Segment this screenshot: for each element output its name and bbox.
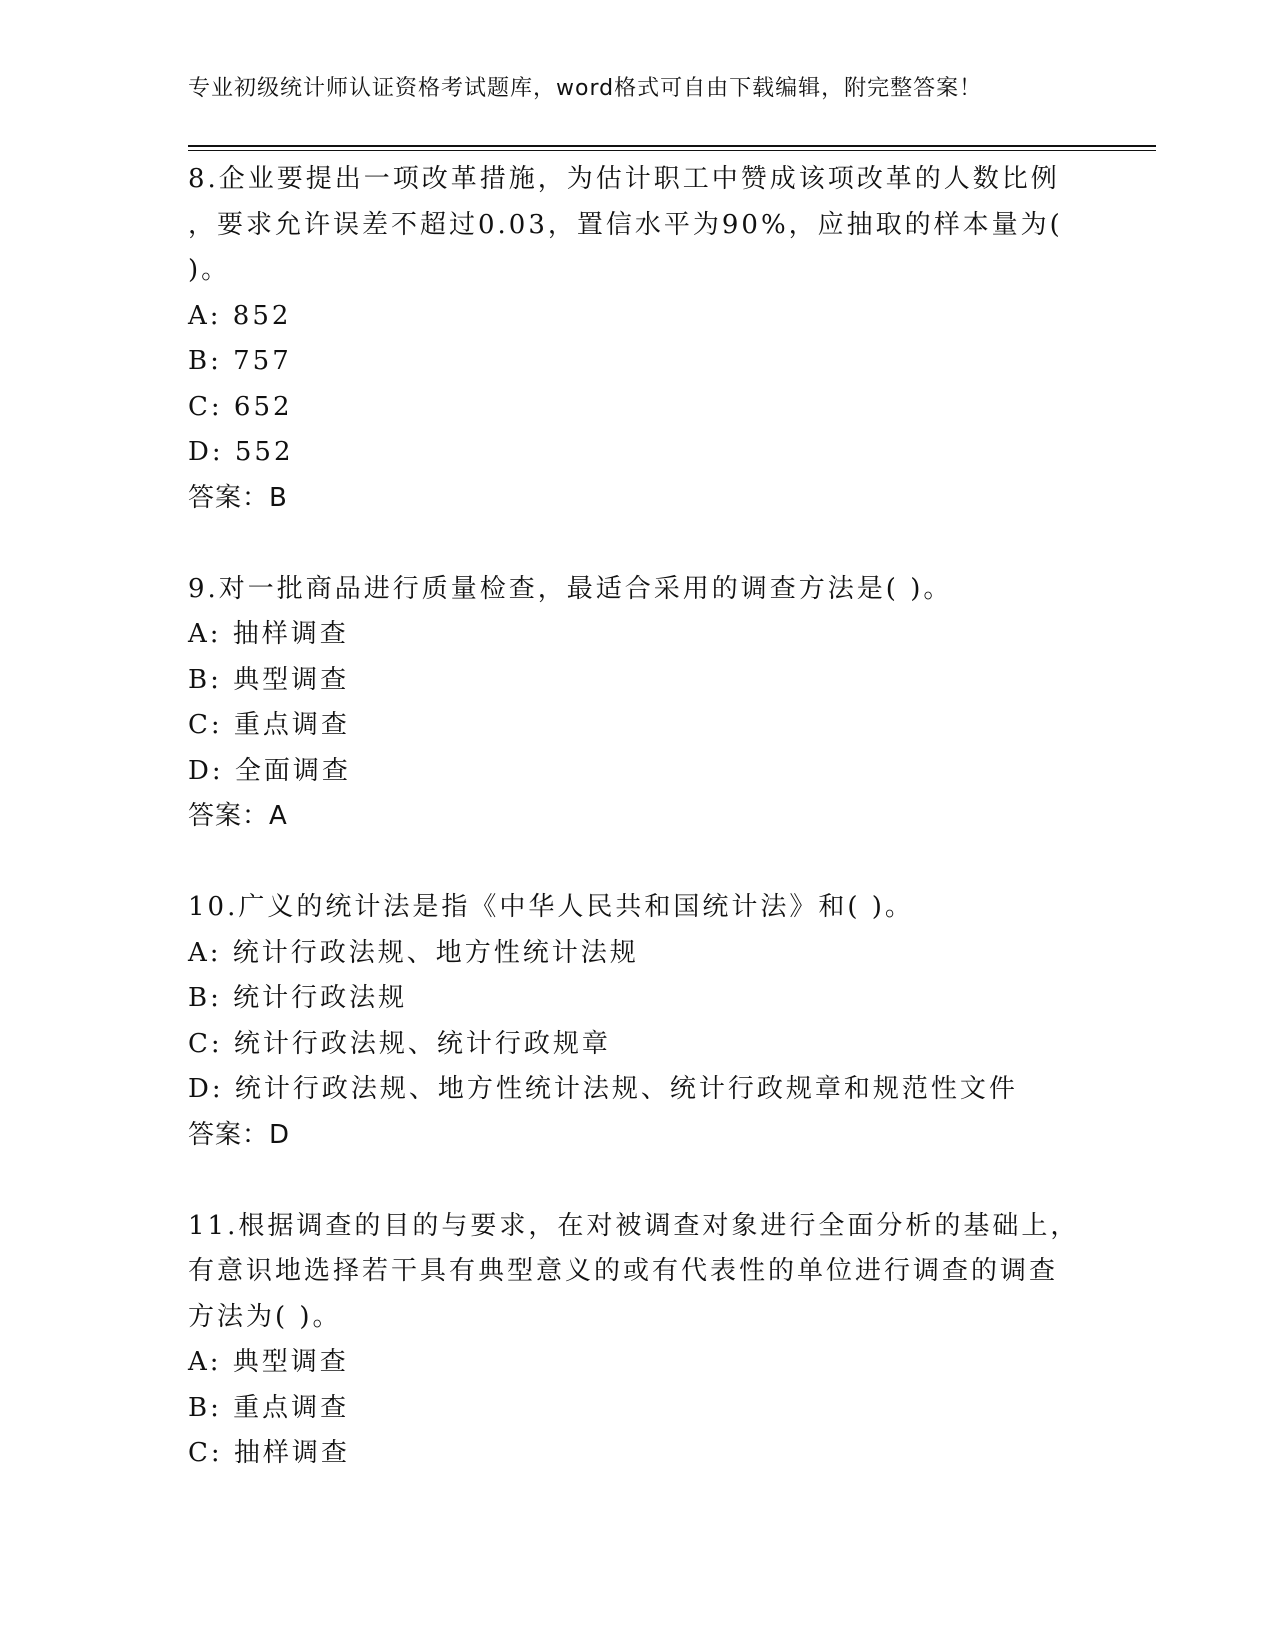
option-c: C: 抽样调查 [188,1438,350,1468]
option-b: B: 重点调查 [188,1392,350,1423]
option-a: A: 852 [188,300,292,331]
option-d: D: 全面调查 [188,755,351,786]
question-stem-line: 有意识地选择若干具有典型意义的或有代表性的单位进行调查的调查 [188,1256,1059,1286]
option-d: D: 统计行政法规、地方性统计法规、统计行政规章和规范性文件 [188,1074,1018,1104]
question-stem-line: 10.广义的统计法是指《中华人民共和国统计法》和( )。 [188,892,914,922]
option-c: C: 重点调查 [188,710,350,740]
option-b: B: 统计行政法规 [188,983,408,1013]
answer-line: 答案：B [188,482,288,513]
option-c: C: 统计行政法规、统计行政规章 [188,1028,611,1059]
option-b: B: 典型调查 [188,664,350,695]
option-a: A: 统计行政法规、地方性统计法规 [188,937,639,968]
option-d: D: 552 [188,437,294,467]
option-c: C: 652 [188,391,293,422]
question-stem-line: )。 [188,255,231,285]
question-8 [188,157,1088,521]
option-a: A: 抽样调查 [188,619,349,649]
header-divider [188,145,1156,151]
question-stem-line: 11.根据调查的目的与要求，在对被调查对象进行全面分析的基础上， [188,1210,1080,1241]
option-a: A: 典型调查 [188,1347,349,1377]
question-stem-line: ，要求允许误差不超过0.03，置信水平为90%，应抽取的样本量为( [188,209,1063,240]
question-list [188,157,1088,1523]
answer-line: 答案：D [188,1119,291,1150]
question-stem-line: 8.企业要提出一项改革措施，为估计职工中赞成该项改革的人数比例 [188,164,1060,194]
question-11 [188,1204,1088,1477]
question-9 [188,567,1088,840]
question-stem-line: 方法为( )。 [188,1301,342,1332]
question-stem-line: 9.对一批商品进行质量检查，最适合采用的调查方法是( )。 [188,573,953,604]
page-header: 专业初级统计师认证资格考试题库，word格式可自由下载编辑，附完整答案！ [188,76,983,101]
answer-line: 答案：A [188,801,288,831]
question-10 [188,885,1088,1158]
option-b: B: 757 [188,346,292,376]
